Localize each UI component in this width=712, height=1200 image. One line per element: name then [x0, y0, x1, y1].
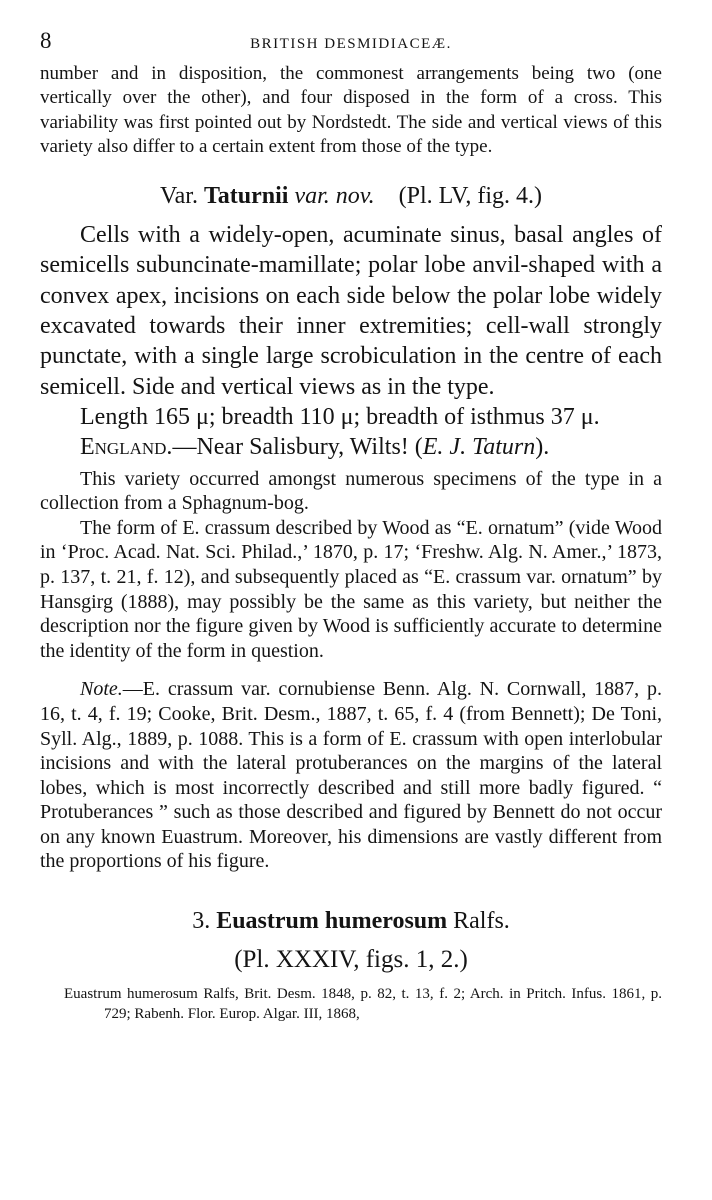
- variety-description: Cells with a widely-open, acuminate sinus, basal angles of semicells subuncinate-mamillate; polar lobe anvil-shaped with a convex apex, incisions on each side below the polar lobe widely excavated towards their inner extremities; cell-wall strongly punctate, with a single large scrobiculation in the centre of each semicell. Side and vertical views as in the type.: [40, 222, 662, 400]
- variety-prefix: Var.: [159, 183, 198, 210]
- collector: E. J. Taturn: [422, 434, 536, 461]
- running-title: BRITISH DESMIDIACEÆ.: [250, 36, 452, 52]
- synonymy: Euastrum humerosum Ralfs, Brit. Desm. 1848, p. 82, t. 13, f. 2; Arch. in Pritch. Infus. 1861, p. 729; Rabenh. Flor. Europ. Algar. III, 1868,: [64, 986, 662, 1023]
- dimensions: Length 165 μ; breadth 110 μ; breadth of isthmus 37 μ.: [80, 403, 600, 430]
- locality-text: —Near Salisbury, Wilts! (: [172, 434, 423, 461]
- variety-name: Taturnii: [203, 183, 289, 210]
- species-heading: [40, 904, 662, 938]
- intro-paragraph: number and in disposition, the commonest arrangements being two (one vertically over the other), and four disposed in the form of a cross. This variability was first pointed out by Nordstedt. The side and vertical views of this variety also differ to a certain extent from those of the type.: [40, 63, 662, 157]
- locality-region: England.: [80, 434, 173, 461]
- variety-heading: [40, 183, 662, 210]
- species-number: 3.: [192, 908, 211, 935]
- species-author: Ralfs.: [453, 908, 510, 935]
- locality-end: ).: [535, 434, 550, 461]
- page-number: 8: [40, 28, 52, 53]
- note-label: Note.: [80, 678, 123, 701]
- page-header: [40, 28, 662, 62]
- remark-1: This variety occurred amongst numerous specimens of the type in a collection from a Sphagnum-bog.: [40, 467, 662, 515]
- variety-plate: (Pl. LV, fig. 4.): [398, 183, 543, 210]
- note-paragraph: [40, 677, 662, 874]
- note-text: —E. crassum var. cornubiense Benn. Alg. N. Cornwall, 1887, p. 16, t. 4, f. 19; Cooke, Brit. Desm., 1887, t. 65, f. 4 (from Bennett); De Toni, Syll. Alg., 1889, p. 1088. This is a form of E. crassum with open interlobular incisions and with the lateral protuberances on the margins of the lateral lobes, which is most incorrectly described and still more badly figured. “ Protuberances ” such as those described and figured by Bennett do not occur on any known Euastrum. Moreover, his dimensions are vastly different from the proportions of his figure.: [40, 678, 662, 873]
- remark-2: The form of E. crassum described by Wood as “E. ornatum” (vide Wood in ‘Proc. Acad. Nat. Sci. Philad.,’ 1870, p. 17; ‘Freshw. Alg. N. Amer.,’ 1873, p. 137, t. 21, f. 12), and subsequently placed as “E. crassum var. ornatum” by Hansgirg (1888), may possibly be the same as this variety, but neither the description nor the figure given by Wood is sufficiently accurate to determine the identity of the form in question.: [40, 516, 662, 662]
- species-name: Euastrum humerosum: [216, 908, 448, 935]
- species-plate: (Pl. XXXIV, figs. 1, 2.): [234, 946, 468, 974]
- variety-status: var. nov.: [294, 183, 375, 210]
- locality: [40, 432, 662, 462]
